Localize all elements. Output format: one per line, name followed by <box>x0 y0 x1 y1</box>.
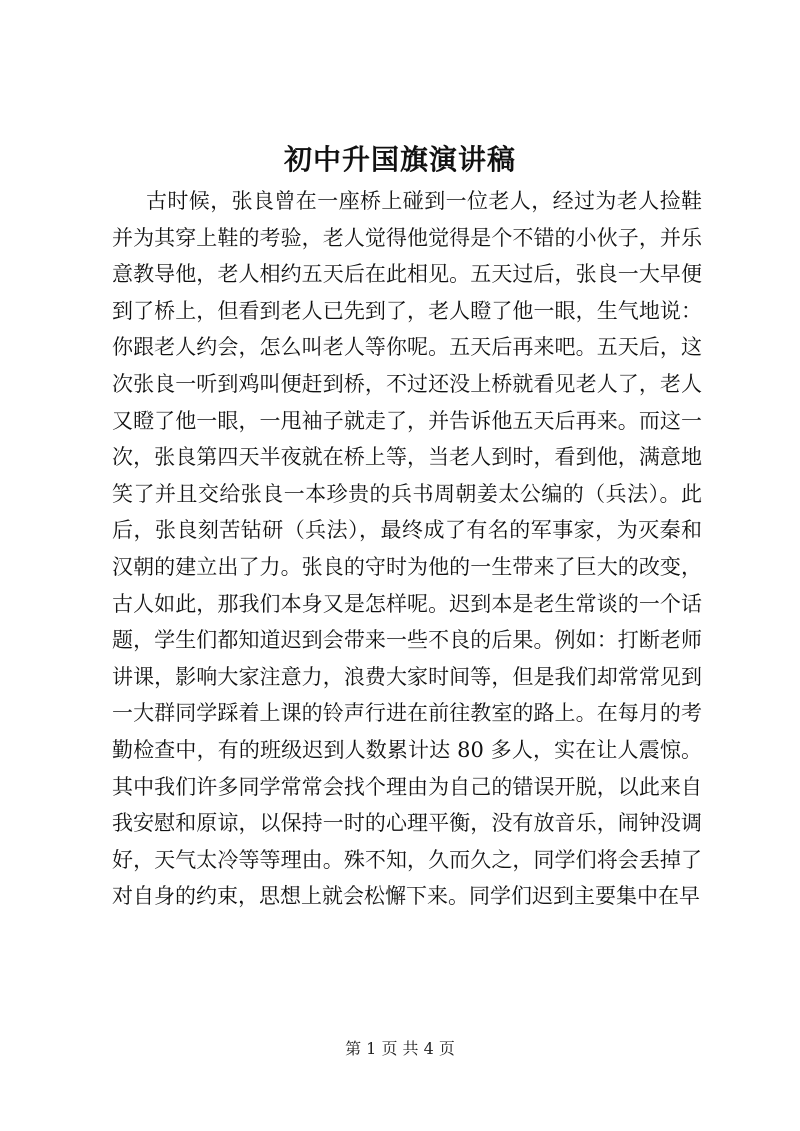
body-line: 其中我们许多同学常常会找个理由为自己的错误开脱，以此来自 <box>112 774 702 799</box>
body-line: 古人如此，那我们本身又是怎样呢。迟到本是老生常谈的一个话 <box>112 591 702 616</box>
document-body <box>112 183 702 915</box>
body-line: 笑了并且交给张良一本珍贵的兵书周朝姜太公编的（兵法）。此 <box>112 481 702 506</box>
body-line: 次，张良第四天半夜就在桥上等，当老人到时，看到他，满意地 <box>112 445 702 470</box>
body-line: 次张良一听到鸡叫便赶到桥，不过还没上桥就看见老人了，老人 <box>112 371 702 396</box>
body-line: 古时候，张良曾在一座桥上碰到一位老人，经过为老人捡鞋 <box>146 189 702 213</box>
body-line: 我安慰和原谅，以保持一时的心理平衡，没有放音乐，闹钟没调 <box>112 811 702 836</box>
body-line: 并为其穿上鞋的考验，老人觉得他觉得是个不错的小伙子，并乐 <box>112 225 702 250</box>
body-line: 讲课，影响大家注意力，浪费大家时间等，但是我们却常常见到 <box>112 664 702 689</box>
body-line: 勤检查中，有的班级迟到人数累计达 80 多人，实在让人震惊。 <box>112 737 702 762</box>
body-line: 汉朝的建立出了力。张良的守时为他的一生带来了巨大的改变， <box>112 554 702 579</box>
body-line: 对自身的约束，思想上就会松懈下来。同学们迟到主要集中在早 <box>112 884 700 909</box>
body-line: 意教导他，老人相约五天后在此相见。五天过后，张良一大早便 <box>112 262 702 287</box>
body-line: 又瞪了他一眼，一甩袖子就走了，并告诉他五天后再来。而这一 <box>112 408 702 433</box>
body-line: 后，张良刻苦钻研（兵法），最终成了有名的军事家，为灭秦和 <box>112 518 702 543</box>
document-title: 初中升国旗演讲稿 <box>283 143 516 176</box>
page-footer: 第 1 页 共 4 页 <box>345 1039 455 1058</box>
body-line: 题，学生们都知道迟到会带来一些不良的后果。例如：打断老师 <box>112 628 702 653</box>
body-line: 你跟老人约会，怎么叫老人等你呢。五天后再来吧。五天后，这 <box>112 335 702 360</box>
body-line: 到了桥上，但看到老人已先到了，老人瞪了他一眼，生气地说： <box>112 298 702 323</box>
body-line: 好，天气太冷等等理由。殊不知，久而久之，同学们将会丢掉了 <box>112 847 702 872</box>
body-line: 一大群同学踩着上课的铃声行进在前往教室的路上。在每月的考 <box>112 701 702 726</box>
